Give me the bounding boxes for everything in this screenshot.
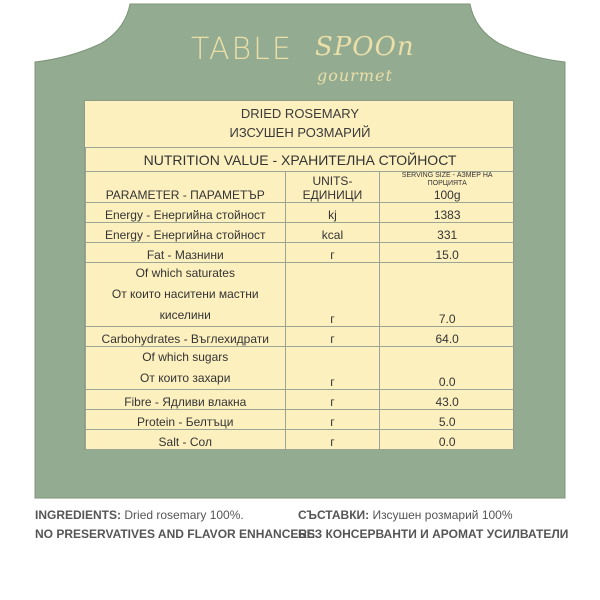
header-units: UNITS-ЕДИНИЦИ xyxy=(285,172,380,203)
table-row xyxy=(86,430,515,450)
row-unit: г xyxy=(285,390,380,410)
nutrition-title: NUTRITION VALUE - ХРАНИТЕЛНА СТОЙНОСТ xyxy=(86,148,515,172)
serving-size-value: 100g xyxy=(433,188,461,202)
row-value: 15.0 xyxy=(380,243,515,263)
no-preservatives-en: NO PRESERVATIVES AND FLAVOR ENHANCERS xyxy=(35,527,316,541)
product-name-en: DRIED ROSEMARY xyxy=(240,106,360,121)
row-param: Carbohydrates - Въглехидрати xyxy=(86,327,286,347)
row-unit: kcal xyxy=(285,223,380,243)
row-unit: г xyxy=(285,347,380,390)
serving-size-label: SERVING SIZE - АЗМЕР НА ПОРЦИЯТА xyxy=(401,172,493,187)
nutrition-table xyxy=(85,147,515,450)
logo-word-spoon: SPOOn xyxy=(315,32,415,62)
row-param-bg: От които наситени мастни киселини xyxy=(111,287,259,322)
row-param-en: Of which saturates xyxy=(135,266,235,280)
row-param xyxy=(86,347,286,390)
ingredients-bg-note xyxy=(298,527,568,541)
row-unit: г xyxy=(285,263,380,327)
nutrition-panel xyxy=(84,100,514,450)
ingredients-bg-text: Изсушен розмарий 100% xyxy=(372,508,513,522)
row-param: Fibre - Ядливи влакна xyxy=(86,390,286,410)
table-row xyxy=(86,347,515,390)
header-serving xyxy=(380,172,515,203)
logo-word-table: TABLE xyxy=(191,32,293,67)
row-unit: г xyxy=(285,430,380,450)
row-param: Energy - Енергийна стойност xyxy=(86,223,286,243)
row-value: 1383 xyxy=(380,203,515,223)
nutrition-title-row xyxy=(86,148,515,172)
brand-logo xyxy=(185,26,415,92)
table-row xyxy=(86,203,515,223)
header-parameter: PARAMETER - ПАРАМЕТЪР xyxy=(86,172,286,203)
row-param xyxy=(86,263,286,327)
row-unit: kj xyxy=(285,203,380,223)
no-preservatives-bg: БЕЗ КОНСЕРВАНТИ И АРОМАТ УСИЛВАТЕЛИ xyxy=(298,527,569,541)
row-param: Fat - Мазнини xyxy=(86,243,286,263)
row-value: 0.0 xyxy=(380,347,515,390)
ingredients-en-text: Dried rosemary 100%. xyxy=(124,508,244,522)
row-unit: г xyxy=(285,327,380,347)
table-row xyxy=(86,243,515,263)
ingredients-en-note xyxy=(35,527,315,541)
table-row xyxy=(86,223,515,243)
row-param: Energy - Енергийна стойност xyxy=(86,203,286,223)
row-param: Protein - Белтъци xyxy=(86,410,286,430)
ingredients-bg xyxy=(298,508,513,522)
logo-word-gourmet: gourmet xyxy=(317,66,393,85)
table-row xyxy=(86,263,515,327)
row-param: Salt - Сол xyxy=(86,430,286,450)
row-value: 7.0 xyxy=(380,263,515,327)
ingredients-en-label: INGREDIENTS: xyxy=(35,508,122,522)
row-value: 64.0 xyxy=(380,327,515,347)
product-name-bg: ИЗСУШЕН РОЗМАРИЙ xyxy=(229,125,371,140)
table-row xyxy=(86,390,515,410)
table-header-row xyxy=(86,172,515,203)
row-unit: г xyxy=(285,410,380,430)
ingredients-bg-label: СЪСТАВКИ: xyxy=(298,508,370,522)
row-param-bg: От които захари xyxy=(140,371,231,385)
row-value: 0.0 xyxy=(380,430,515,450)
row-value: 331 xyxy=(380,223,515,243)
table-row xyxy=(86,327,515,347)
row-param-en: Of which sugars xyxy=(142,350,229,364)
row-value: 43.0 xyxy=(380,390,515,410)
ingredients-en xyxy=(35,508,244,522)
row-unit: г xyxy=(285,243,380,263)
table-row xyxy=(86,410,515,430)
row-value: 5.0 xyxy=(380,410,515,430)
